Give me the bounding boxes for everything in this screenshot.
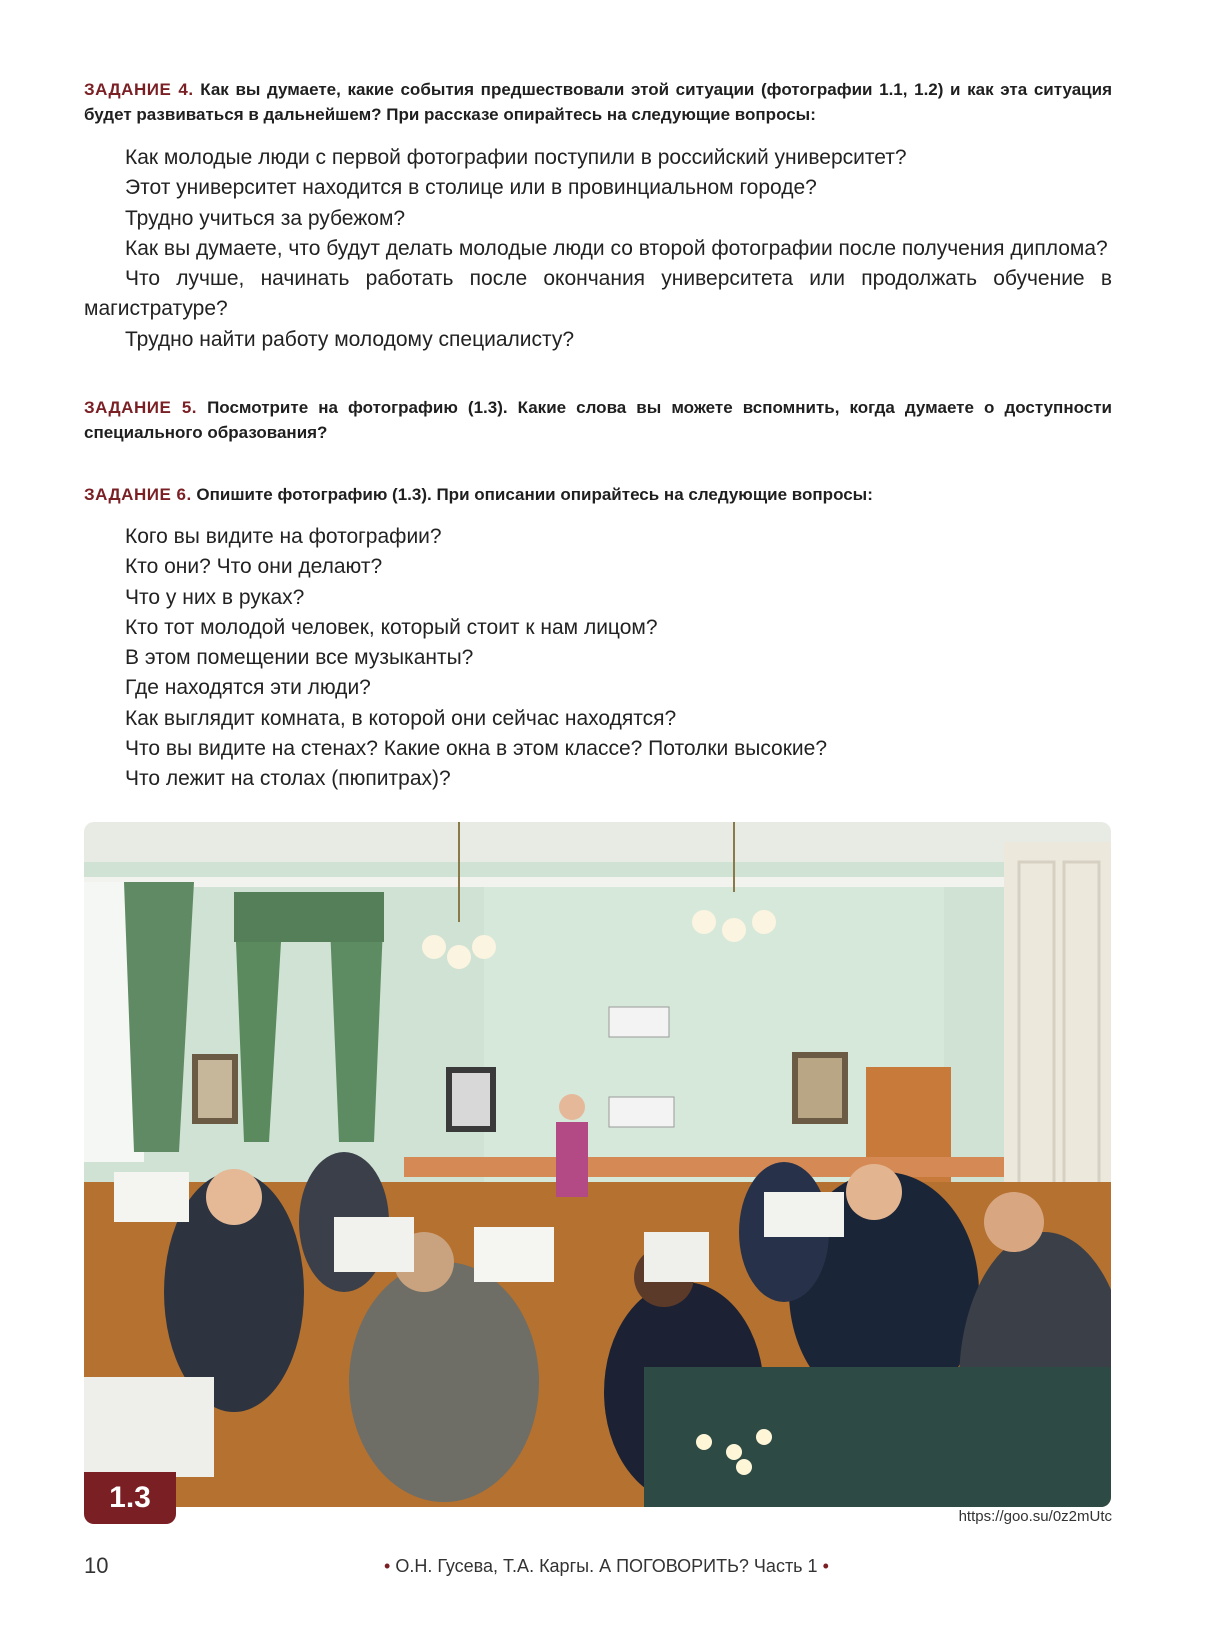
question: Как выглядит комната, в которой они сейчас находятся? bbox=[125, 706, 677, 730]
task-5-text: Посмотрите на фотографию (1.3). Какие слова вы можете вспомнить, когда думаете о доступности специального образования? bbox=[84, 398, 1112, 442]
question: В этом помещении все музыканты? bbox=[125, 646, 474, 670]
photo-illustration bbox=[84, 822, 1111, 1507]
bullet-icon: • bbox=[822, 1556, 829, 1576]
task-5-label: ЗАДАНИЕ 5. bbox=[84, 398, 198, 417]
task-4-label: ЗАДАНИЕ 4. bbox=[84, 80, 194, 99]
question: Как вы думаете, что будут делать молодые люди со второй фотографии после получения диплома? bbox=[125, 236, 1108, 260]
question: Что лучше, начинать работать после окончания университета или продолжать обучение в магистратуре? bbox=[84, 267, 1112, 321]
task-6-questions bbox=[84, 522, 1112, 795]
question: Где находятся эти люди? bbox=[125, 676, 371, 700]
photo-source-link[interactable]: https://goo.su/0z2mUtc bbox=[958, 1508, 1112, 1525]
question: Как молодые люди с первой фотографии поступили в российский университет? bbox=[125, 146, 907, 169]
bullet-icon: • bbox=[384, 1556, 391, 1576]
task-4-heading bbox=[84, 77, 1112, 127]
task-6-heading bbox=[84, 482, 1112, 507]
question: Что вы видите на стенах? Какие окна в этом классе? Потолки высокие? bbox=[125, 737, 828, 761]
task-4-questions bbox=[84, 143, 1112, 355]
footer-title bbox=[384, 1556, 829, 1577]
question: Кого вы видите на фотографии? bbox=[125, 525, 442, 548]
photo-number-badge: 1.3 bbox=[84, 1472, 176, 1524]
question: Кто тот молодой человек, который стоит к нам лицом? bbox=[125, 615, 658, 639]
task-6-text: Опишите фотографию (1.3). При описании опирайтесь на следующие вопросы: bbox=[191, 485, 873, 504]
book-title: О.Н. Гусева, Т.А. Каргы. А ПОГОВОРИТЬ? Часть 1 bbox=[395, 1556, 818, 1576]
task-5-heading bbox=[84, 395, 1112, 445]
task-4-text: Как вы думаете, какие события предшествовали этой ситуации (фотографии 1.1, 1.2) и как эта ситуация будет развиваться в дальнейшем? При рассказе опирайтесь на следующие вопросы: bbox=[84, 80, 1112, 124]
task-6-label: ЗАДАНИЕ 6. bbox=[84, 485, 192, 504]
question: Этот университет находится в столице или в провинциальном городе? bbox=[125, 176, 817, 200]
page-number: 10 bbox=[84, 1553, 109, 1578]
question: Кто они? Что они делают? bbox=[125, 555, 383, 579]
question: Трудно найти работу молодому специалисту? bbox=[125, 327, 575, 351]
question: Что у них в руках? bbox=[125, 585, 305, 609]
orchestra-rehearsal-photo bbox=[84, 822, 1111, 1507]
question: Трудно учиться за рубежом? bbox=[125, 206, 406, 230]
question: Что лежит на столах (пюпитрах)? bbox=[125, 767, 451, 791]
